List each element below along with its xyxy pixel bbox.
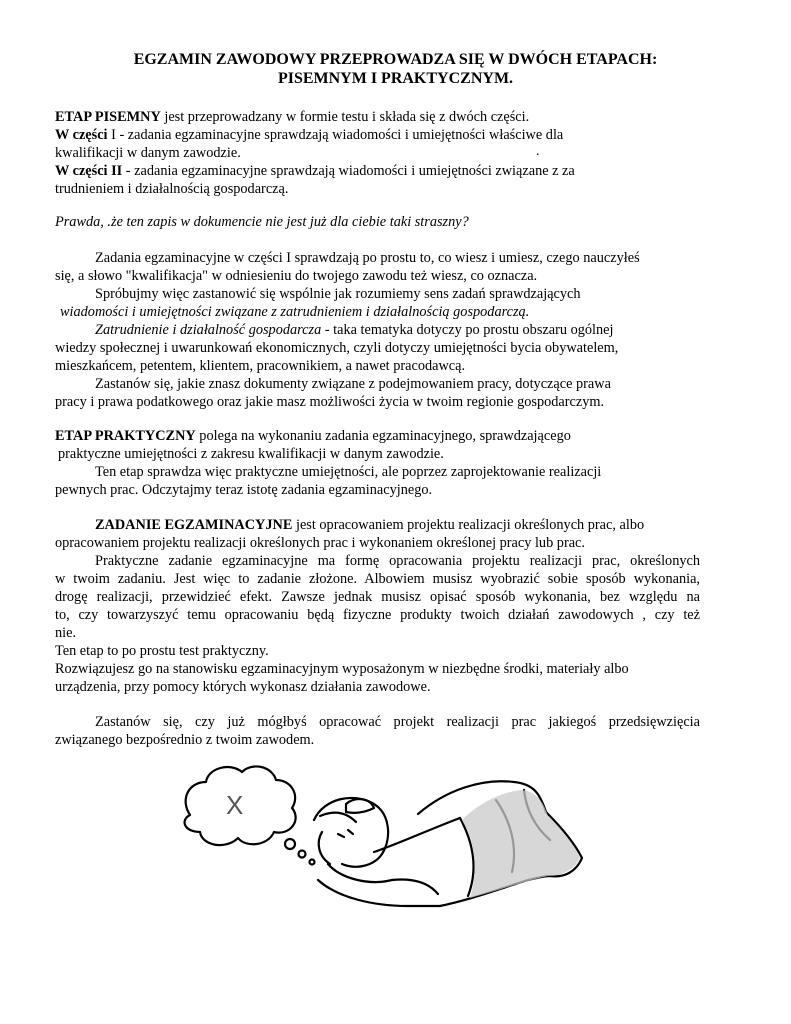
practical-lead: ETAP PRAKTYCZNY	[55, 428, 196, 444]
written-line-4: W części II - zadania egzaminacyjne sprawdzają wiadomości i umiejętności związane z za	[55, 163, 575, 179]
thought-x: X	[226, 790, 244, 820]
task-line-2: opracowaniem projektu realizacji określonych prac i wykonaniem określonej pracy lub prac.	[55, 535, 585, 551]
practical-line-2: praktyczne umiejętności z zakresu kwalifikacji w danym zawodzie.	[58, 446, 444, 462]
task-line-8: Ten etap to po prostu test praktyczny.	[55, 643, 269, 659]
written-line-5: trudnieniem i działalnością gospodarczą.	[55, 181, 289, 197]
task-line-1: ZADANIE EGZAMINACYJNE jest opracowaniem projektu realizacji określonych prac, albo	[95, 517, 645, 533]
para1-line-7: mieszkańcem, petentem, klientem, pracownikiem, a nawet pracodawcą.	[55, 358, 466, 374]
written-line-3: kwalifikacji w danym zawodzie.	[55, 145, 241, 161]
part2-lead: W części II	[55, 163, 123, 179]
task-line-10: urządzenia, przy pomocy których wykonasz działania zawodowe.	[55, 679, 431, 695]
italic-question: Prawda, .że ten zapis w dokumencie nie jest już dla ciebie taki straszny?	[55, 214, 469, 230]
para1-line-6: wiedzy społecznej i uwarunkowań ekonomicznych, czyli dotyczy umiejętności bycia obywatelem,	[55, 340, 619, 356]
para1-line-8: Zastanów się, jakie znasz dokumenty związane z podejmowaniem pracy, dotyczące prawa	[95, 376, 611, 392]
para1-line-2: się, a słowo "kwalifikacja" w odniesieniu do twojego zawodu też wiesz, co oznacza.	[55, 268, 538, 284]
task-line-6: to, czy towarzyszyć temu opracowaniu będą fizyczne produkty twoich działań zawodowych , czy też	[55, 607, 700, 623]
written-lead: ETAP PISEMNY	[55, 109, 161, 125]
closing-line-1: Zastanów się, czy już mógłbyś opracować projekt realizacji prac jakiegoś przedsięwzięcia	[95, 714, 700, 730]
written-line-2: W części I - zadania egzaminacyjne sprawdzają wiadomości i umiejętności właściwe dla	[55, 127, 564, 143]
title-line-1: EGZAMIN ZAWODOWY PRZEPROWADZA SIĘ W DWÓCH ETAPACH:	[133, 51, 658, 68]
practical-line-3: Ten etap sprawdza więc praktyczne umiejętności, ale poprzez zaprojektowanie realizacji	[95, 464, 602, 480]
practical-line-4: pewnych prac. Odczytajmy teraz istotę zadania egzaminacyjnego.	[55, 482, 433, 498]
part1-lead: W części	[55, 127, 108, 143]
stray-dot: .	[536, 144, 540, 159]
written-line-1: ETAP PISEMNY jest przeprowadzany w formie testu i składa się z dwóch części.	[55, 109, 530, 125]
task-line-3: Praktyczne zadanie egzaminacyjne ma formę opracowania projektu realizacji prac, określonych	[95, 553, 700, 569]
para1-line-3: Spróbujmy więc zastanowić się wspólnie jak rozumiemy sens zadań sprawdzających	[95, 286, 581, 302]
title-line-2: PISEMNYM I PRAKTYCZNYM.	[277, 70, 514, 87]
closing-line-2: związanego bezpośrednio z twoim zawodem.	[55, 732, 315, 748]
task-lead: ZADANIE EGZAMINACYJNE	[95, 517, 293, 533]
task-line-5: drogę realizacji, przewidzieć efekt. Zawsze jednak musisz opisać sposób wykonania, bez względu na	[55, 589, 700, 605]
practical-line-1: ETAP PRAKTYCZNY polega na wykonaniu zadania egzaminacyjnego, sprawdzającego	[55, 428, 571, 444]
para1-line-5: Zatrudnienie i działalność gospodarcza - taka tematyka dotyczy po prostu obszaru ogólnej	[95, 322, 614, 338]
page-title	[40, 50, 751, 88]
thinking-person-icon	[178, 760, 586, 912]
task-line-9: Rozwiązujesz go na stanowisku egzaminacyjnym wyposażonym w niezbędne środki, materiały albo	[55, 661, 629, 677]
task-line-4: w twoim zadaniu. Jest więc to zadanie złożone. Albowiem musisz wyobrazić sobie sposób wykonania,	[55, 571, 700, 587]
para1-line-9: pracy i prawa podatkowego oraz jakie masz możliwości życia w twoim regionie gospodarczym.	[55, 394, 605, 410]
para1-line-4: wiadomości i umiejętności związane z zatrudnieniem i działalnością gospodarczą.	[60, 304, 530, 320]
para1-line-1: Zadania egzaminacyjne w części I sprawdzają po prostu to, co wiesz i umiesz, czego nauczyłeś	[95, 250, 640, 266]
task-line-7: nie.	[55, 625, 77, 641]
